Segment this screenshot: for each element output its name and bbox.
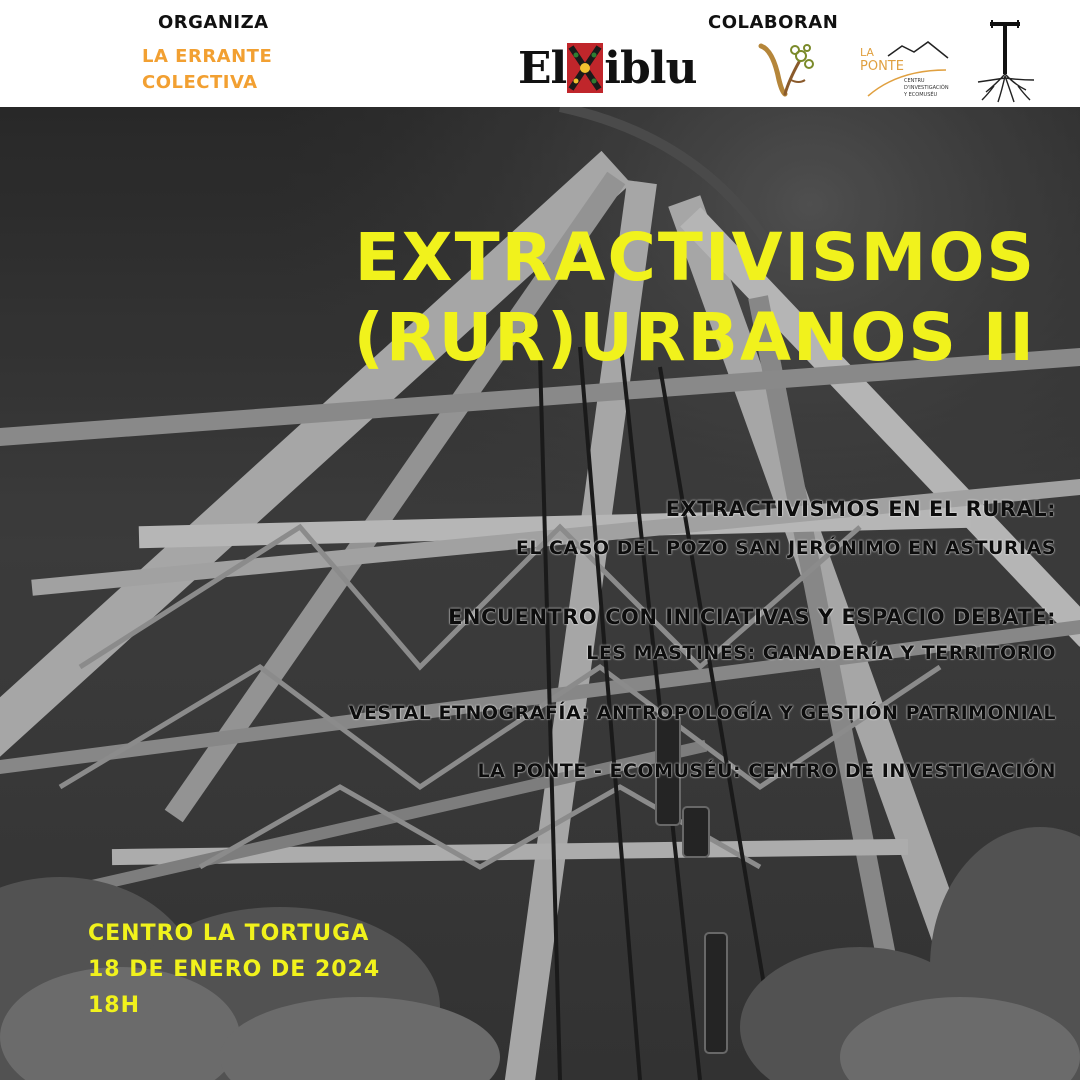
organizer-name-line1: LA ERRANTE	[142, 46, 273, 67]
program-item-5: VESTAL ETNOGRAFÍA: ANTROPOLOGÍA Y GESTIÓN PATRIMONIAL	[348, 702, 1056, 724]
event-time: 18H	[88, 993, 141, 1018]
program-item-6: LA PONTE - ECOMUSÉU: CENTRO DE INVESTIGACIÓN	[477, 760, 1056, 782]
program-item-2: EL CASO DEL POZO SAN JERÓNIMO EN ASTURIAS	[515, 537, 1056, 559]
tree-roots-logo	[972, 18, 1038, 104]
elxiblu-logo-left: El	[518, 42, 567, 94]
program-item-1: EXTRACTIVISMOS EN EL RURAL:	[665, 497, 1056, 521]
event-venue: CENTRO LA TORTUGA	[88, 921, 370, 946]
program-item-4: LES MASTINES: GANADERÍA Y TERRITORIO	[586, 642, 1056, 664]
elxiblu-logo	[518, 40, 696, 96]
program-item-3: ENCUENTRO CON INICIATIVAS Y ESPACIO DEBATE:	[448, 605, 1056, 629]
organiza-label: ORGANIZA	[158, 12, 269, 33]
v-plant-logo	[755, 40, 817, 98]
la-ponte-logo	[858, 40, 950, 102]
organizer-name	[142, 44, 272, 96]
elxiblu-logo-right: iblu	[604, 42, 697, 94]
colaboran-label: COLABORAN	[708, 12, 839, 33]
organizer-name-line2: COLECTIVA	[142, 72, 258, 93]
event-date: 18 DE ENERO DE 2024	[88, 957, 381, 982]
la-ponte-sub1: CENTRU	[904, 78, 925, 84]
event-title-line2: (RUR)URBANOS II	[353, 299, 1036, 376]
la-ponte-sub2: D'INVESTIGACIÓN	[904, 85, 949, 91]
la-ponte-sub3: Y ECOMUSÉU	[904, 92, 938, 98]
event-title-line1: EXTRACTIVISMOS	[354, 219, 1036, 296]
la-ponte-line2: PONTE	[860, 59, 904, 74]
la-ponte-line1: LA	[860, 46, 874, 59]
sponsor-header	[0, 0, 1080, 107]
elxiblu-x-icon	[567, 43, 603, 93]
